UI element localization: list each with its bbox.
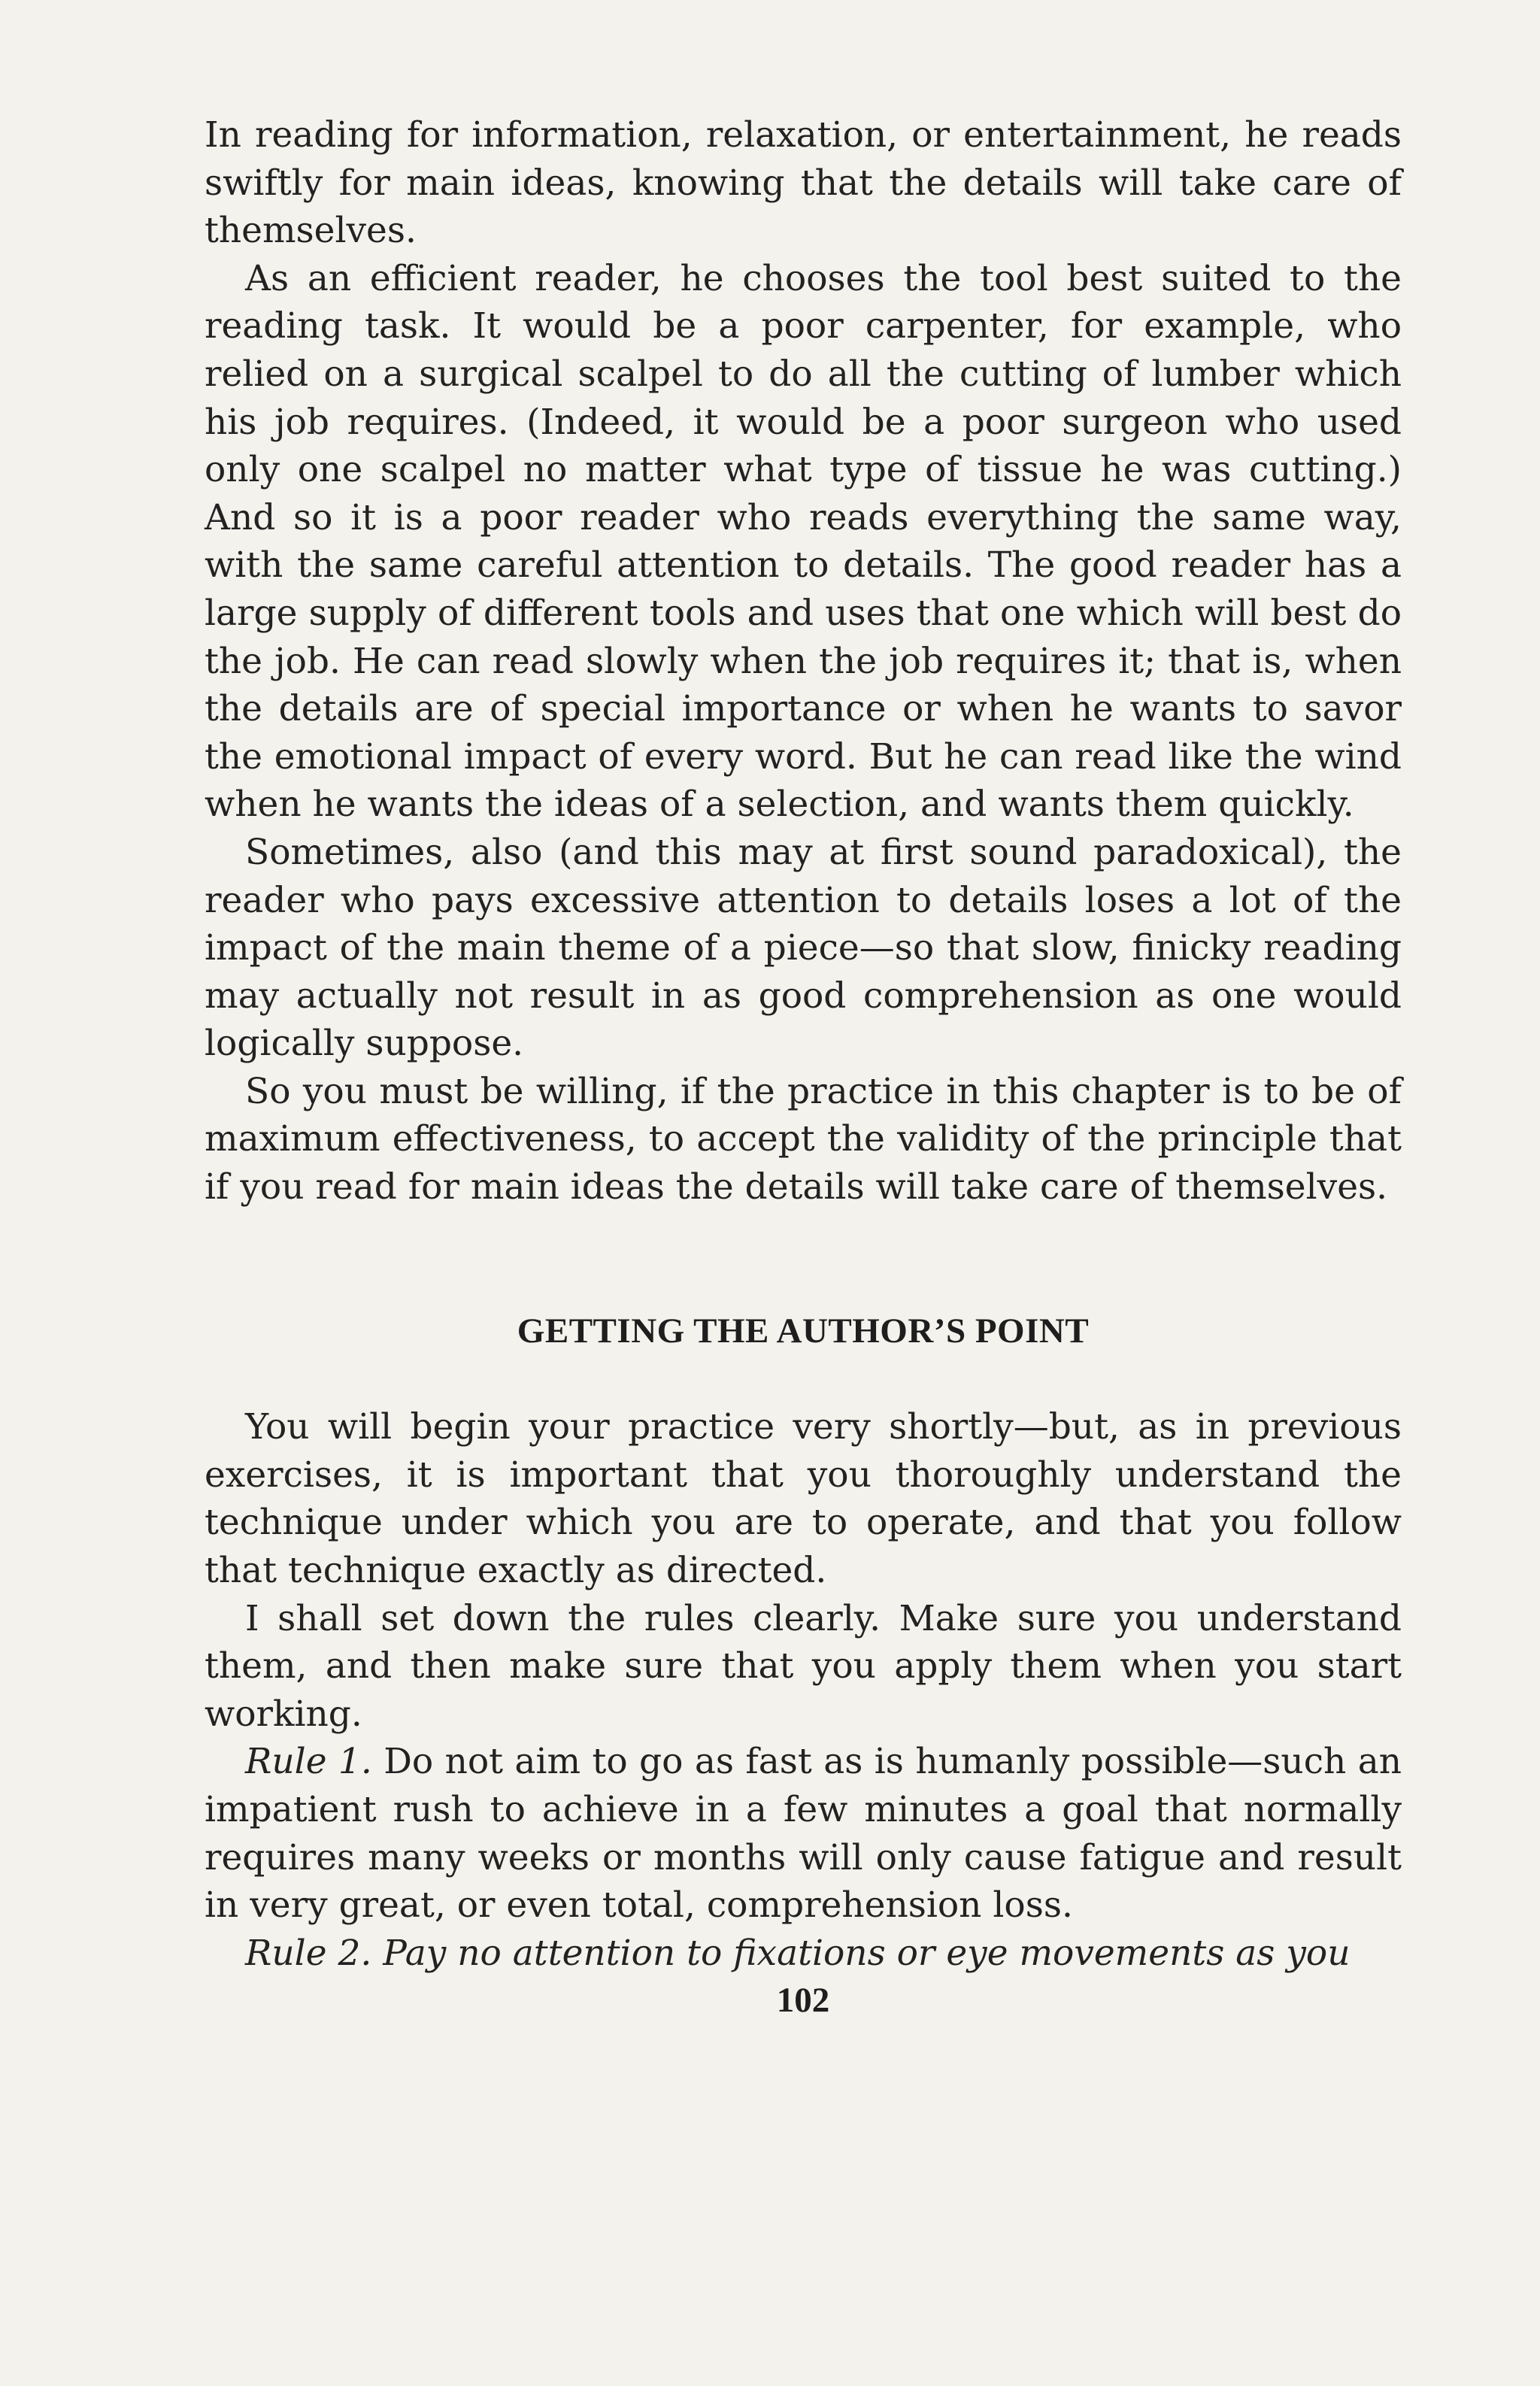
section-heading: GETTING THE AUTHOR’S POINT [517,1311,1090,1351]
book-page [205,111,1402,2025]
body-paragraph: In reading for information, relaxation, or entertainment, he reads swiftly for main ideas, knowing that the details will take care of themselves. [205,114,1402,252]
body-paragraph: As an efficient reader, he chooses the tool best suited to the reading task. It would be a poor carpenter, for example, who relied on a surgical scalpel to do all the cutting of lumber which his job requires. (Indeed, it would be a poor surgeon who used only one scalpel no matter what type of tissue he was cutting.) And so it is a poor reader who reads everything the same way, with the same careful attention to details. The good reader has a large supply of different tools and uses that one which will best do the job. He can read slowly when the job requires it; that is, when the details are of special importance or when he wants to savor the emotional impact of every word. But he can read like the wind when he wants the ideas of a selection, and wants them quickly. [205,257,1402,826]
rule-label: Rule 2. [245,1932,372,1974]
rule-paragraph [205,1738,1402,1929]
rule-label: Rule 1. [245,1741,372,1783]
body-paragraph: You will begin your practice very shortly—but, as in previous exercises, it is important that you thoroughly understand the technique under which you are to operate, and that you follow that technique exactly as directed. [205,1406,1402,1592]
rule-text: Do not aim to go as fast as is humanly possible—such an impatient rush to achieve in a few minutes a goal that normally requires many weeks or months will only cause fatigue and result in very great, or even total, comprehension loss. [205,1741,1402,1927]
rule-text: Pay no attention to fixations or eye movements as you [383,1932,1351,1974]
body-paragraph: Sometimes, also (and this may at first sound paradoxical), the reader who pays excessive attention to details loses a lot of the impact of the main theme of a piece—so that slow, finicky reading may actually not result in as good comprehension as one would logically suppose. [205,831,1402,1065]
body-paragraph: I shall set down the rules clearly. Make sure you understand them, and then make sure that you apply them when you start working. [205,1597,1402,1735]
body-paragraph: So you must be willing, if the practice in this chapter is to be of maximum effectiveness, to accept the validity of the principle that if you read for main ideas the details will take care of themselves. [205,1070,1402,1208]
page-number: 102 [776,1981,830,2021]
rule-paragraph [205,1930,1402,1978]
